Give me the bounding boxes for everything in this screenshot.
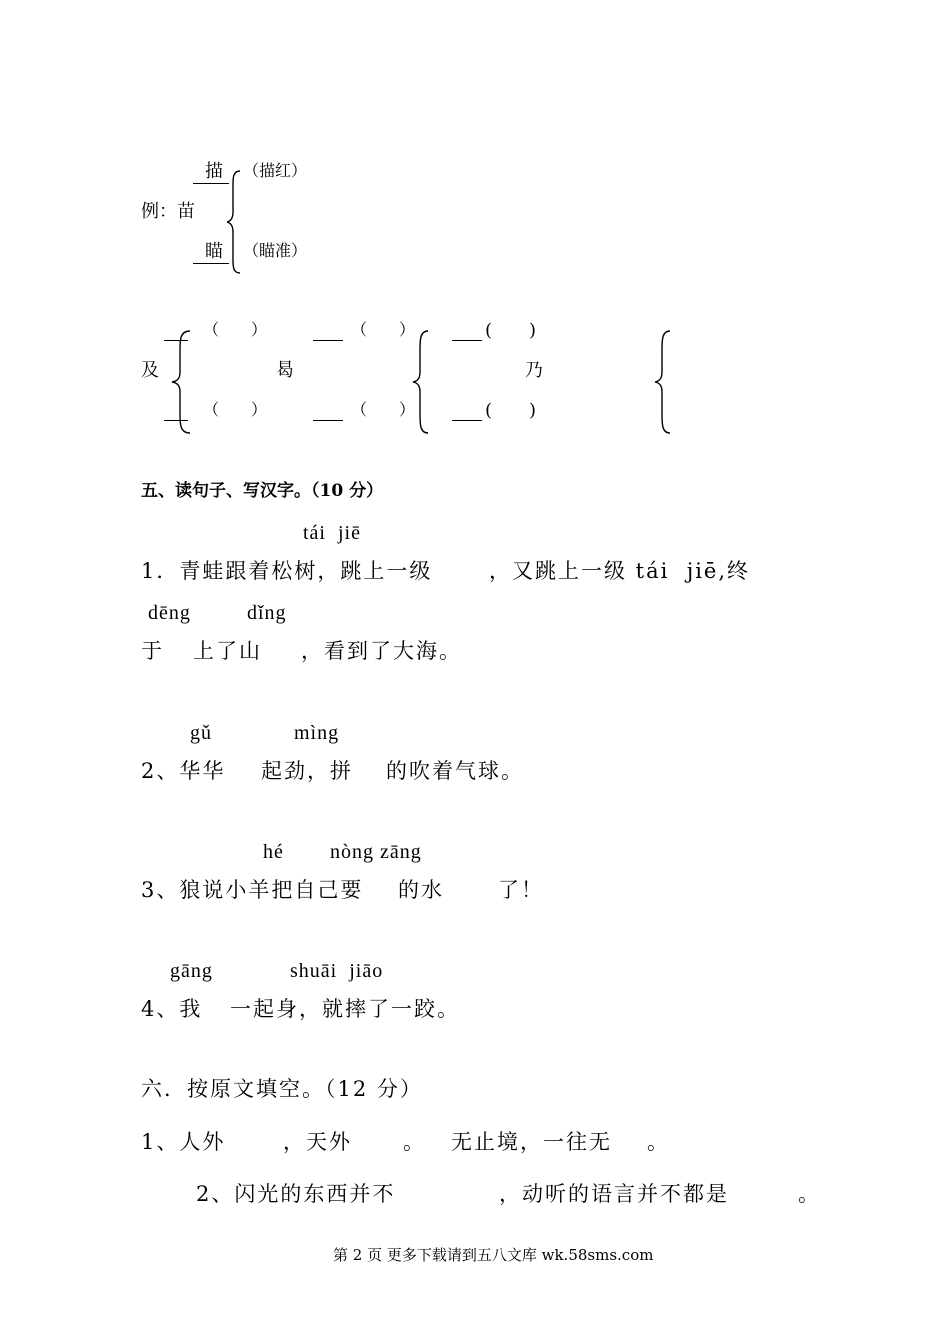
q3-line-1: 3、狼说小羊把自己要 — [141, 878, 364, 902]
q1-pinyin-deng: dēng — [148, 602, 191, 624]
group3-brace-icon — [654, 330, 672, 434]
q1-line-b: ，又跳上一级 tái jiē,终 — [489, 559, 751, 583]
q4-pinyin-gang: gāng — [170, 960, 213, 982]
group2-brace-icon — [412, 330, 430, 434]
example-bottom-char: 瞄 — [205, 241, 223, 262]
q1-line-c3: ，看到了大海。 — [301, 639, 462, 663]
s6-q1-part1: 1、人外 — [141, 1130, 226, 1154]
q3-pinyin-he: hé — [263, 841, 284, 863]
s6-q1-part4: 无止境，一往无 — [451, 1130, 612, 1154]
example-bottom-word: （瞄准） — [243, 241, 308, 260]
s6-q2-part3: 。 — [798, 1182, 821, 1206]
q1-pinyin-taijie: tái jiē — [303, 522, 361, 544]
group2-bottom-paren-close: ） — [399, 400, 416, 419]
q2-pinyin-gu: gǔ — [190, 722, 212, 744]
group3-top-blank — [452, 340, 482, 341]
section6-title: 六．按原文填空。（12 分） — [141, 1077, 423, 1101]
q1-line-c1: 于 — [141, 639, 164, 663]
q2-pinyin-ming: mìng — [294, 722, 340, 744]
q4-line-2: 一起身，就摔了一跤。 — [230, 997, 460, 1021]
s6-q2-part2: ，动听的语言并不都是 — [499, 1182, 729, 1206]
group1-brace-icon — [170, 330, 192, 434]
group2-top-blank — [313, 340, 343, 341]
q4-pinyin-shuaijiao: shuāi jiāo — [290, 960, 384, 982]
q2-line-2: 起劲，拼 — [261, 759, 353, 783]
group2-char: 曷 — [276, 360, 294, 381]
group2-top-paren-close: ） — [399, 320, 416, 339]
group1-top-paren-open: （ — [203, 320, 220, 339]
group1-char: 及 — [141, 360, 159, 381]
q1-pinyin-ding: dǐng — [247, 602, 287, 624]
example-bottom-underline — [193, 263, 229, 264]
q1-line-c2: 上了山 — [193, 639, 262, 663]
group2-top-paren-open: （ — [351, 320, 368, 339]
q2-line-1: 2、华华 — [141, 759, 226, 783]
q3-line-3: 了！ — [498, 878, 544, 902]
q3-line-2: 的水 — [398, 878, 444, 902]
example-label: 例：苗 — [141, 201, 195, 222]
group1-bottom-paren-open: （ — [203, 400, 220, 419]
s6-q1-part5: 。 — [647, 1130, 670, 1154]
group1-bottom-paren-close: ） — [251, 400, 268, 419]
group3-top-paren-close: ) — [529, 320, 537, 341]
q2-line-3: 的吹着气球。 — [386, 759, 524, 783]
group2-bottom-paren-open: （ — [351, 400, 368, 419]
s6-q1-part2: ，天外 — [283, 1130, 352, 1154]
group3-top-paren-open: ( — [485, 320, 493, 341]
example-top-char: 描 — [205, 161, 223, 182]
q3-pinyin-nongzang: nòng zāng — [330, 841, 422, 863]
group2-bottom-blank — [313, 420, 343, 421]
s6-q2-part1: 2、闪光的东西并不 — [196, 1182, 396, 1206]
group3-bottom-blank — [452, 420, 482, 421]
group1-top-paren-close: ） — [251, 320, 268, 339]
page-footer: 第 2 页 更多下载请到五八文库 wk.58sms.com — [333, 1246, 654, 1264]
group3-bottom-paren-open: ( — [485, 400, 493, 421]
q4-line-1: 4、我 — [141, 997, 203, 1021]
example-brace-icon — [226, 170, 242, 274]
s6-q1-part3: 。 — [403, 1130, 426, 1154]
example-top-underline — [193, 183, 229, 184]
example-top-word: （描红） — [243, 161, 308, 180]
q1-line-a: 1．青蛙跟着松树，跳上一级 — [141, 559, 433, 583]
section5-title: 五、读句子、写汉字。（10 分） — [141, 481, 384, 501]
group3-bottom-paren-close: ) — [529, 400, 537, 421]
group3-char: 乃 — [525, 360, 543, 381]
